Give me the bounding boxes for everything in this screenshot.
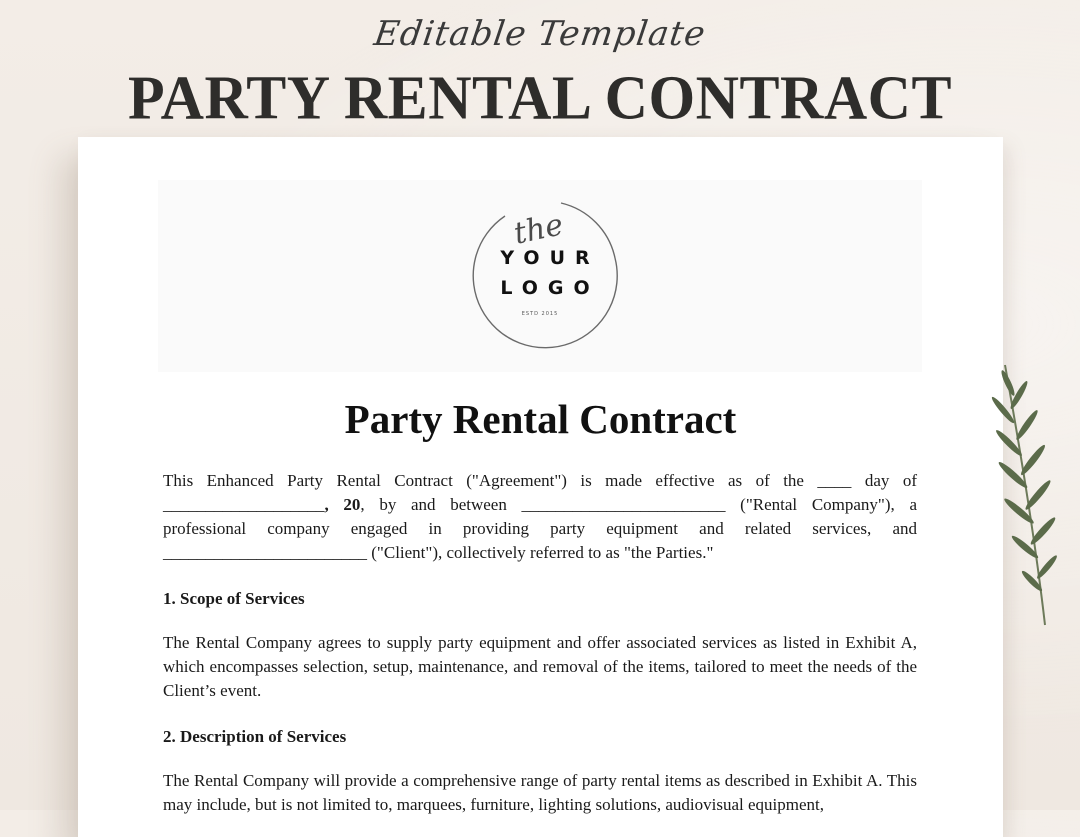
logo-estd: ESTD 2015 bbox=[521, 311, 559, 317]
intro-text-1: This Enhanced Party Rental Contract ("Agreement") is made effective as of the ____ day of ___________________ bbox=[163, 471, 917, 514]
section-heading-scope: 1. Scope of Services bbox=[163, 589, 305, 608]
logo-the-script: the bbox=[510, 207, 567, 252]
rosemary-sprig-icon bbox=[975, 355, 1075, 630]
document-title: Party Rental Contract bbox=[344, 396, 737, 442]
logo-placeholder[interactable] bbox=[158, 180, 922, 372]
intro-year-bold: , 20 bbox=[324, 495, 361, 514]
logo-line-your: YOUR bbox=[500, 247, 600, 269]
section-heading-description: 2. Description of Services bbox=[163, 727, 347, 746]
section-text-description: The Rental Company will provide a comprehensive range of party rental items as described in Exhibit A. This may include, but is not limited to, marquees, furniture, lighting solutions, audiovisual equipment, bbox=[163, 771, 917, 814]
page-title: PARTY RENTAL CONTRACT bbox=[127, 63, 952, 133]
document-page bbox=[78, 137, 1003, 837]
intro-text-2: , by and between ________________________ ("Rental Company"), a professional company engaged in providing party equipment and related services, and ________________________ ("Client"), collectively referred to as "the Parties." bbox=[163, 495, 917, 562]
script-subtitle: Editable Template bbox=[371, 14, 709, 54]
logo-line-logo: LOGO bbox=[500, 277, 600, 299]
section-text-scope: The Rental Company agrees to supply party equipment and offer associated services as listed in Exhibit A, which encompasses selection, setup, maintenance, and removal of the items, tailored to meet the needs of the Client’s event. bbox=[163, 633, 917, 700]
intro-paragraph bbox=[163, 469, 917, 565]
